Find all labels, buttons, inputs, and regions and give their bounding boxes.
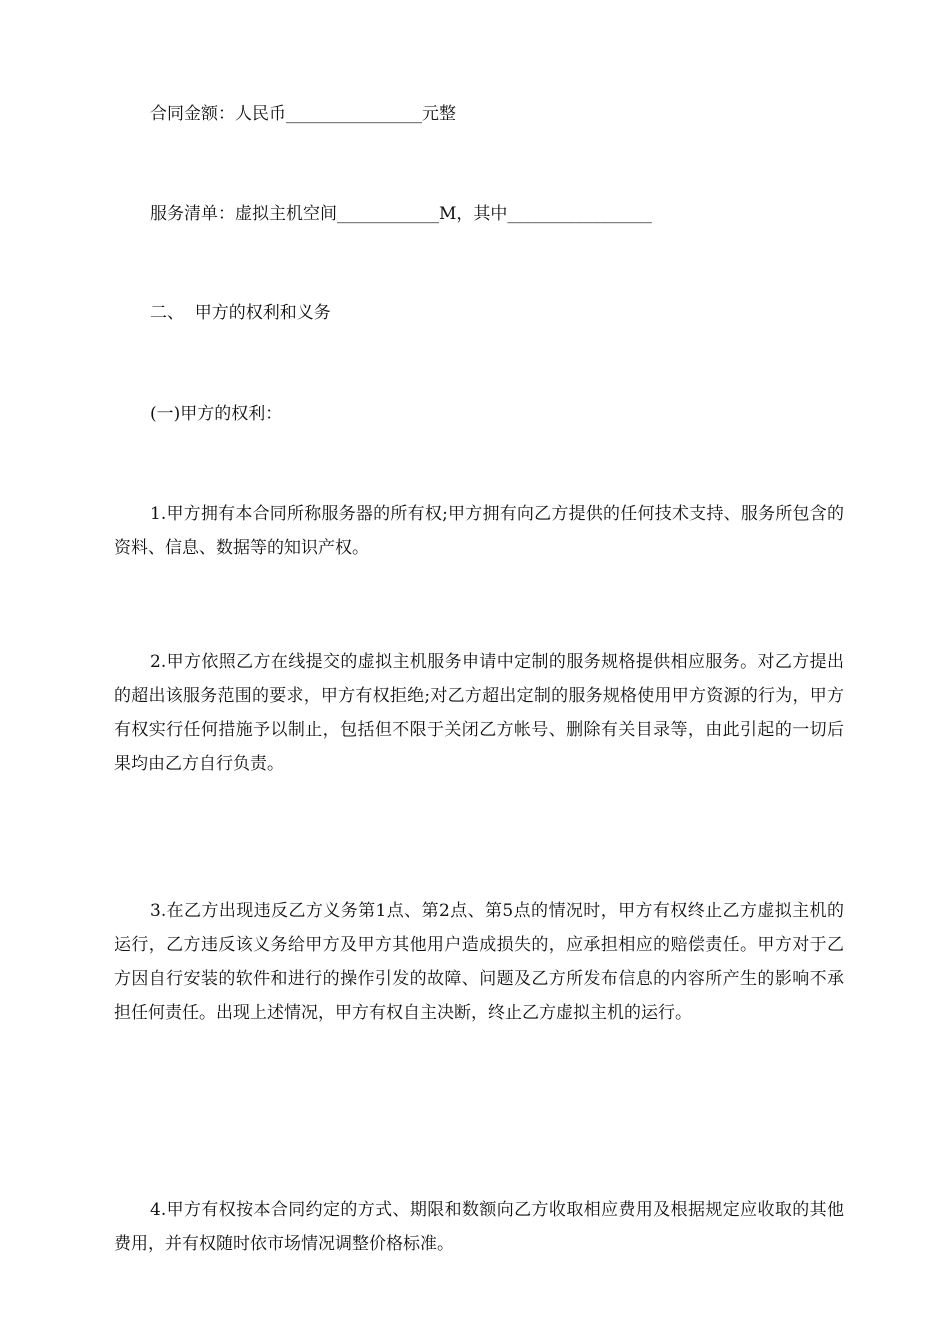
clause-3-paragraph: 3.在乙方出现违反乙方义务第1点、第2点、第5点的情况时，甲方有权终止乙方虚拟主机的运行，乙方违反该义务给甲方及甲方其他用户造成损失的，应承担相应的赔偿责任。甲方对于乙方因自行安装的软件和进行的操作引发的故障、问题及乙方所发布信息的内容所产生的影响不承担任何责任。出现上述情况，甲方有权自主决断，终止乙方虚拟主机的运行。: [114, 901, 844, 1023]
clause-4-paragraph: 4.甲方有权按本合同约定的方式、期限和数额向乙方收取相应费用及根据规定应收取的其他费用，并有权随时依市场情况调整价格标准。: [114, 1200, 844, 1254]
clause-2-paragraph: 2.甲方依照乙方在线提交的虚拟主机服务申请中定制的服务规格提供相应服务。对乙方提出的超出该服务范围的要求，甲方有权拒绝;对乙方超出定制的服务规格使用甲方资源的行为，甲方有权实行任何措施予以制止，包括但不限于关闭乙方帐号、删除有关目录等，由此引起的一切后果均由乙方自行负责。: [114, 652, 844, 774]
service-list-line: 服务清单：虚拟主机空间____________M，其中_________________: [150, 204, 652, 224]
clause-1-paragraph: 1.甲方拥有本合同所称服务器的所有权;甲方拥有向乙方提供的任何技术支持、服务所包含的资料、信息、数据等的知识产权。: [114, 504, 844, 558]
subsection-rights-heading: (一)甲方的权利：: [150, 404, 283, 424]
section-two-heading: 二、 甲方的权利和义务: [150, 303, 331, 323]
contract-amount-line: 合同金额：人民币________________元整: [150, 104, 456, 124]
